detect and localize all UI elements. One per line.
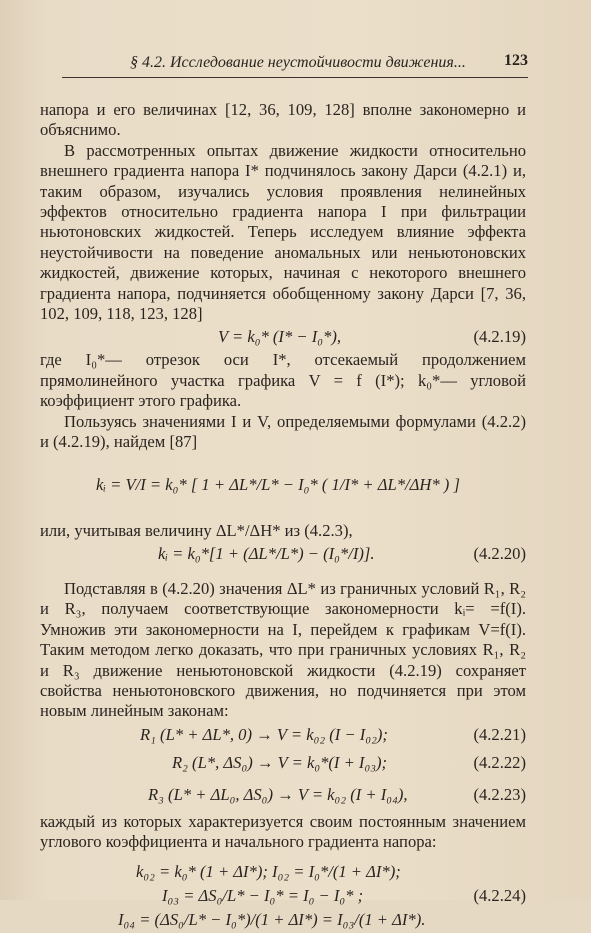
equation-formula: k₀₂ = k₀* (1 + ΔI*); I₀₂ = I₀*/(1 + ΔI*);	[136, 861, 401, 881]
equation-formula: R₃ (L* + ΔL₀, ΔS₀) → V = k₀₂ (I + I₀₄),	[148, 784, 408, 804]
equation-formula: I₀₄ = (ΔS₀/L* − I₀*)/(1 + ΔI*) = I₀₃/(1 + ΔI*).	[118, 909, 426, 929]
paragraph-7: каждый из которых характеризуется своим постоянным значением углового коэффициента и начального градиента напора:	[40, 811, 526, 852]
paragraph-1: напора и его величинах [12, 36, 109, 128] вполне закономерно и объяснимо.	[40, 100, 526, 140]
running-header	[62, 50, 528, 72]
equation-formula: kᵢ = V/I = k₀* [ 1 + ΔL*/L* − I₀* ( 1/I* + ΔL*/ΔH* ) ]	[96, 474, 460, 494]
equation-number: (4.2.19)	[473, 327, 526, 347]
equation-formula: kᵢ = k₀*[1 + (ΔL*/L*) − (I₀*/I)].	[158, 543, 375, 563]
equation-formula: I₀₃ = ΔS₀/L* − I₀* = I₀ − I₀* ;	[162, 885, 364, 905]
equation-4-2-21	[40, 724, 526, 746]
equation-number: (4.2.20)	[473, 543, 526, 563]
equation-formula: V = k₀* (I* − I₀*),	[218, 327, 342, 347]
page-number: 123	[504, 52, 528, 69]
equation-ki-fraction	[40, 459, 526, 515]
equation-formula: R₂ (L*, ΔS₀) → V = k₀*(I + I₀₃);	[172, 752, 388, 772]
equation-4-2-23	[40, 784, 526, 806]
paragraph-6: Подставляя в (4.2.20) значения ΔL* из граничных условий R₁, R₂ и R₃, получаем соответствующие закономерности kᵢ= =f(I). Умножив эти закономерности на I, перейдем к графикам V=f(I). Таким методом легко доказать, что при граничных условиях R₁, R₂ и R₃ движение неньютоновской жидкости (4.2.19) сохраняет свойства неньютоновского движения, но подчиняется при этом новым линейным законам:	[40, 578, 526, 721]
equation-4-2-20	[40, 543, 526, 565]
header-title: § 4.2. Исследование неустойчивости движения...	[130, 54, 466, 71]
paragraph-5: или, учитывая величину ΔL*/ΔH* из (4.2.3),	[40, 520, 353, 540]
header-rule	[62, 77, 528, 78]
page-body	[40, 100, 526, 933]
equation-number: (4.2.21)	[473, 724, 526, 744]
paragraph-3: где I₀*— отрезок оси I*, отсекаемый продолжением прямолинейного участка графика V = f (I*); k₀*— угловой коэффициент этого графика.	[40, 350, 526, 411]
equation-number: (4.2.22)	[473, 752, 526, 772]
equation-formula: R₁ (L* + ΔL*, 0) → V = k₀₂ (I − I₀₂);	[140, 724, 388, 744]
equation-4-2-22	[40, 752, 526, 774]
equation-number: (4.2.24)	[473, 885, 526, 905]
equation-4-2-19	[40, 326, 526, 348]
equation-4-2-24-line-2	[40, 885, 526, 907]
paragraph-4: Пользуясь значениями I и V, определяемыми формулами (4.2.2) и (4.2.19), найдем [87]	[40, 411, 526, 452]
equation-4-2-24-line-1	[40, 861, 526, 883]
equation-number: (4.2.23)	[473, 784, 526, 804]
equation-4-2-24-line-3	[40, 909, 526, 931]
paragraph-2: В рассмотренных опытах движение жидкости относительно внешнего градиента напора I* подчинялось закону Дарси (4.2.1) и, таким образом, изучались условия проявления нелинейных эффектов относительно градиента напора I при фильтрации ньютоновских жидкостей. Теперь исследуем влияние эффекта неустойчивости на поведение аномальных или неньютоновских жидкостей, движение которых, начиная с некоторого внешнего градиента напора, подчиняется обобщенному закону Дарси [7, 36, 102, 109, 118, 123, 128]	[40, 140, 526, 324]
